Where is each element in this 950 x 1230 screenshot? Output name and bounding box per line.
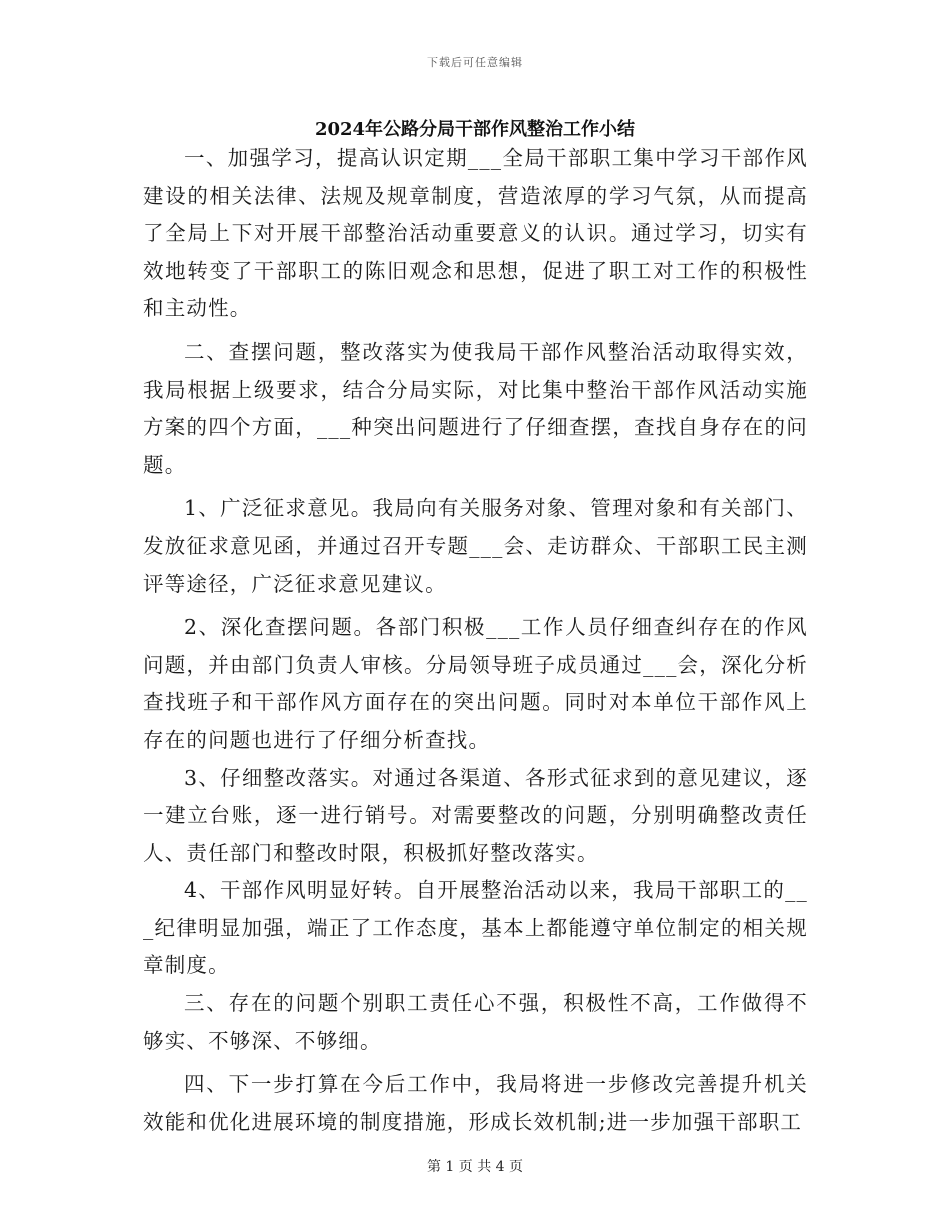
paragraph-next-steps: 四、下一步打算在今后工作中，我局将进一步修改完善提升机关效能和优化进展环境的制度措施，形成长效机制;进一步加强干部职工 xyxy=(143,1072,808,1134)
header-note: 下载后可任意编辑 xyxy=(427,56,523,69)
document-body xyxy=(143,140,808,1141)
document-title: 2024年公路分局干部作风整治工作小结 xyxy=(314,119,636,140)
paragraph-issues: 三、存在的问题个别职工责任心不强，积极性不高，工作做得不够实、不够深、不够细。 xyxy=(143,991,808,1053)
paragraph-item-2: 2、深化查摆问题。各部门积极___工作人员仔细查纠存在的作风问题，并由部门负责人审核。分局领导班子成员通过___会，深化分析查找班子和干部作风方面存在的突出问题。同时对本单位干部作风上存在的问题也进行了仔细分析查找。 xyxy=(143,615,808,752)
paragraph-problems: 二、查摆问题，整改落实为使我局干部作风整治活动取得实效，我局根据上级要求，结合分局实际，对比集中整治干部作风活动实施方案的四个方面，___种突出问题进行了仔细查摆，查找自身存在的问题。 xyxy=(143,339,808,477)
paragraph-item-4: 4、干部作风明显好转。自开展整治活动以来，我局干部职工的___纪律明显加强，端正了工作态度，基本上都能遵守单位制定的相关规章制度。 xyxy=(143,878,808,978)
page-number: 第 1 页 共 4 页 xyxy=(426,1159,524,1175)
paragraph-study: 一、加强学习，提高认识定期___全局干部职工集中学习干部作风建设的相关法律、法规及规章制度，营造浓厚的学习气氛，从而提高了全局上下对开展干部整治活动重要意义的认识。通过学习，切实有效地转变了干部职工的陈旧观念和思想，促进了职工对工作的积极性和主动性。 xyxy=(143,146,808,321)
paragraph-item-1: 1、广泛征求意见。我局向有关服务对象、管理对象和有关部门、发放征求意见函，并通过召开专题___会、走访群众、干部职工民主测评等途径，广泛征求意见建议。 xyxy=(143,496,808,596)
paragraph-item-3: 3、仔细整改落实。对通过各渠道、各形式征求到的意见建议，逐一建立台账，逐一进行销号。对需要整改的问题，分别明确整改责任人、责任部门和整改时限，积极抓好整改落实。 xyxy=(143,765,808,865)
